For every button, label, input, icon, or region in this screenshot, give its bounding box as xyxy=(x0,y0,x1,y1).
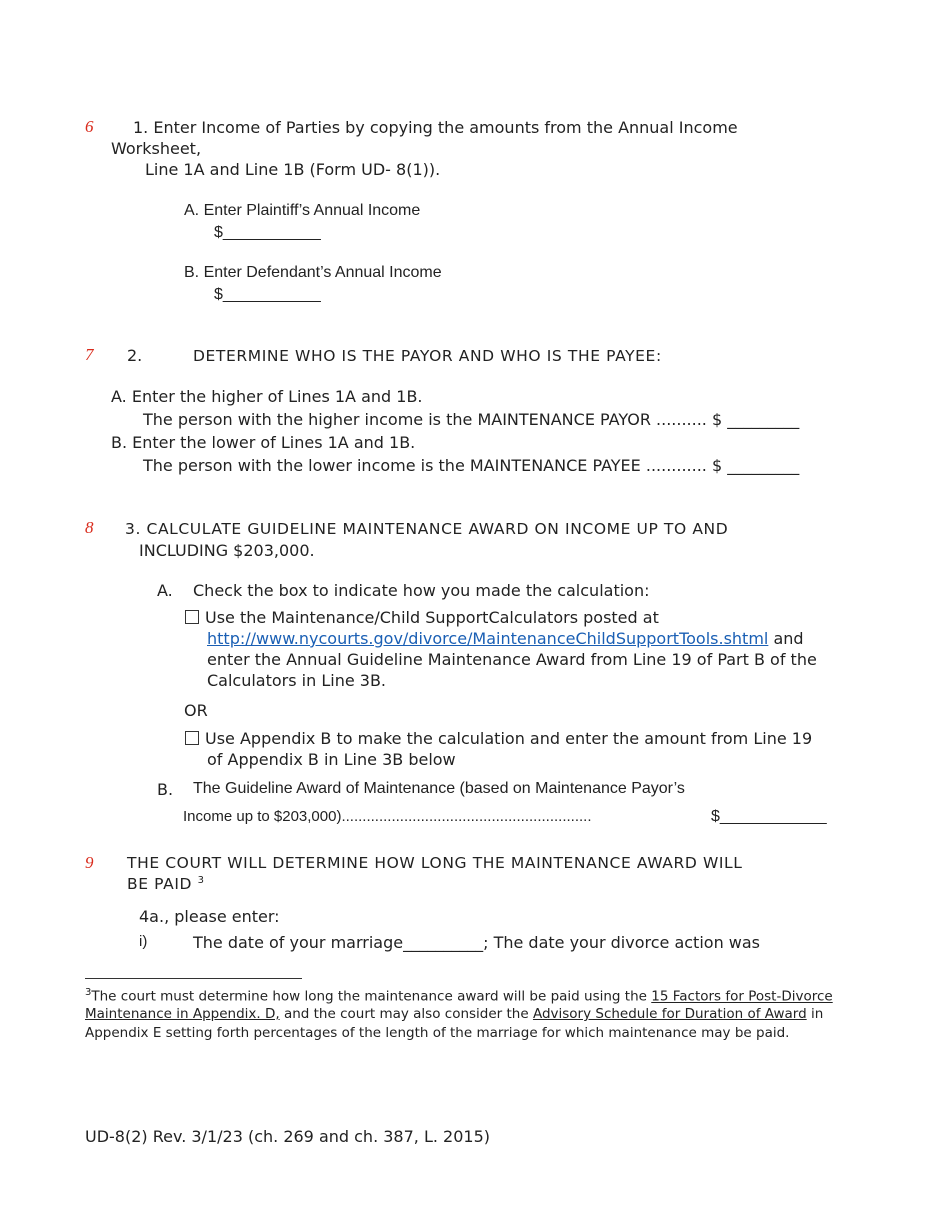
section2-heading: DETERMINE WHO IS THE PAYOR AND WHO IS THE PAYEE: xyxy=(193,347,662,365)
appendix-option-text: Use Appendix B to make the calculation and enter the amount from Line 19 xyxy=(205,729,813,748)
calculator-link[interactable]: http://www.nycourts.gov/divorce/MaintenanceChildSupportTools.shtml xyxy=(207,629,769,648)
section3-a-label: A. xyxy=(157,581,173,600)
section1-line3: Line 1A and Line 1B (Form UD- 8(1)). xyxy=(145,160,441,179)
section3-a-text: Check the box to indicate how you made the calculation: xyxy=(193,581,650,600)
footnote-text3: in xyxy=(806,1006,824,1022)
form-identifier: UD-8(2) Rev. 3/1/23 (ch. 269 and ch. 387, L. 2015) xyxy=(85,1127,490,1146)
calculator-option[interactable] xyxy=(185,608,659,627)
appendix-option-line2: of Appendix B in Line 3B below xyxy=(207,750,456,769)
section3-line2: INCLUDING $203,000. xyxy=(139,541,315,560)
footnote-text1: The court must determine how long the maintenance award will be paid using the xyxy=(91,988,652,1005)
footnote-line3: Appendix E setting forth percentages of the length of the marriage for which maintenance may be paid. xyxy=(85,1025,790,1041)
guideline-award-field[interactable]: $____________ xyxy=(711,808,827,825)
checkbox-icon[interactable] xyxy=(185,610,199,624)
plaintiff-income-field[interactable]: $___________ xyxy=(214,224,321,241)
payor-field[interactable]: The person with the higher income is the MAINTENANCE PAYOR .......... $ _________ xyxy=(143,410,800,429)
footnote-reference: 3 xyxy=(197,875,205,886)
payor-instruction: A. Enter the higher of Lines 1A and 1B. xyxy=(111,387,423,406)
section3-line1: 3. CALCULATE GUIDELINE MAINTENANCE AWARD ON INCOME UP TO AND xyxy=(125,520,729,538)
guideline-award-line2: Income up to $203,000)............................................................ xyxy=(183,808,592,825)
section2-index: 2. xyxy=(127,346,143,365)
section-number: 6 xyxy=(85,117,94,136)
calculator-link-line xyxy=(207,629,804,648)
section4-line2-text: BE PAID xyxy=(127,875,193,894)
calculator-option-line3: enter the Annual Guideline Maintenance Award from Line 19 of Part B of the xyxy=(207,650,817,669)
payee-instruction: B. Enter the lower of Lines 1A and 1B. xyxy=(111,433,416,452)
footnote-divider xyxy=(85,978,302,979)
plaintiff-income-label: A. Enter Plaintiff’s Annual Income xyxy=(184,202,421,219)
footnote-line1 xyxy=(85,987,833,1005)
calculator-link-after: and xyxy=(768,629,804,648)
section3-b-label: B. xyxy=(157,780,174,799)
footnote-text2: and the court may also consider the xyxy=(279,1006,533,1022)
footnote-marker: 3 xyxy=(85,987,92,998)
advisory-schedule-link[interactable]: Advisory Schedule for Duration of Award xyxy=(532,1006,807,1022)
section4-i-label: i) xyxy=(139,933,148,950)
checkbox-icon[interactable] xyxy=(185,731,199,745)
section1-line1: 1. Enter Income of Parties by copying the amounts from the Annual Income xyxy=(133,118,738,137)
appendix-option[interactable] xyxy=(185,729,812,748)
defendant-income-field[interactable]: $___________ xyxy=(214,286,321,303)
payee-field[interactable]: The person with the lower income is the MAINTENANCE PAYEE ............ $ _________ xyxy=(143,456,800,475)
section4-line1: THE COURT WILL DETERMINE HOW LONG THE MAINTENANCE AWARD WILL xyxy=(127,854,743,872)
defendant-income-label: B. Enter Defendant’s Annual Income xyxy=(184,264,442,281)
or-separator: OR xyxy=(184,701,208,720)
factors-link[interactable]: 15 Factors for Post-Divorce xyxy=(651,988,833,1005)
marriage-date-field[interactable]: The date of your marriage__________; The date your divorce action was xyxy=(193,933,761,952)
appendix-d-link[interactable]: Maintenance in Appendix. D, xyxy=(85,1006,280,1022)
section4-line2 xyxy=(127,875,205,893)
footnote-line2 xyxy=(85,1006,823,1022)
section-number: 9 xyxy=(85,853,94,872)
section1-line2: Worksheet, xyxy=(111,139,202,158)
calculator-option-text: Use the Maintenance/Child SupportCalculators posted at xyxy=(205,608,659,627)
calculator-option-line4: Calculators in Line 3B. xyxy=(207,671,387,690)
section4-sub: 4a., please enter: xyxy=(139,907,280,926)
guideline-award-text: The Guideline Award of Maintenance (based on Maintenance Payor’s xyxy=(193,780,685,797)
section-number: 8 xyxy=(85,518,94,537)
section-number: 7 xyxy=(85,345,94,364)
